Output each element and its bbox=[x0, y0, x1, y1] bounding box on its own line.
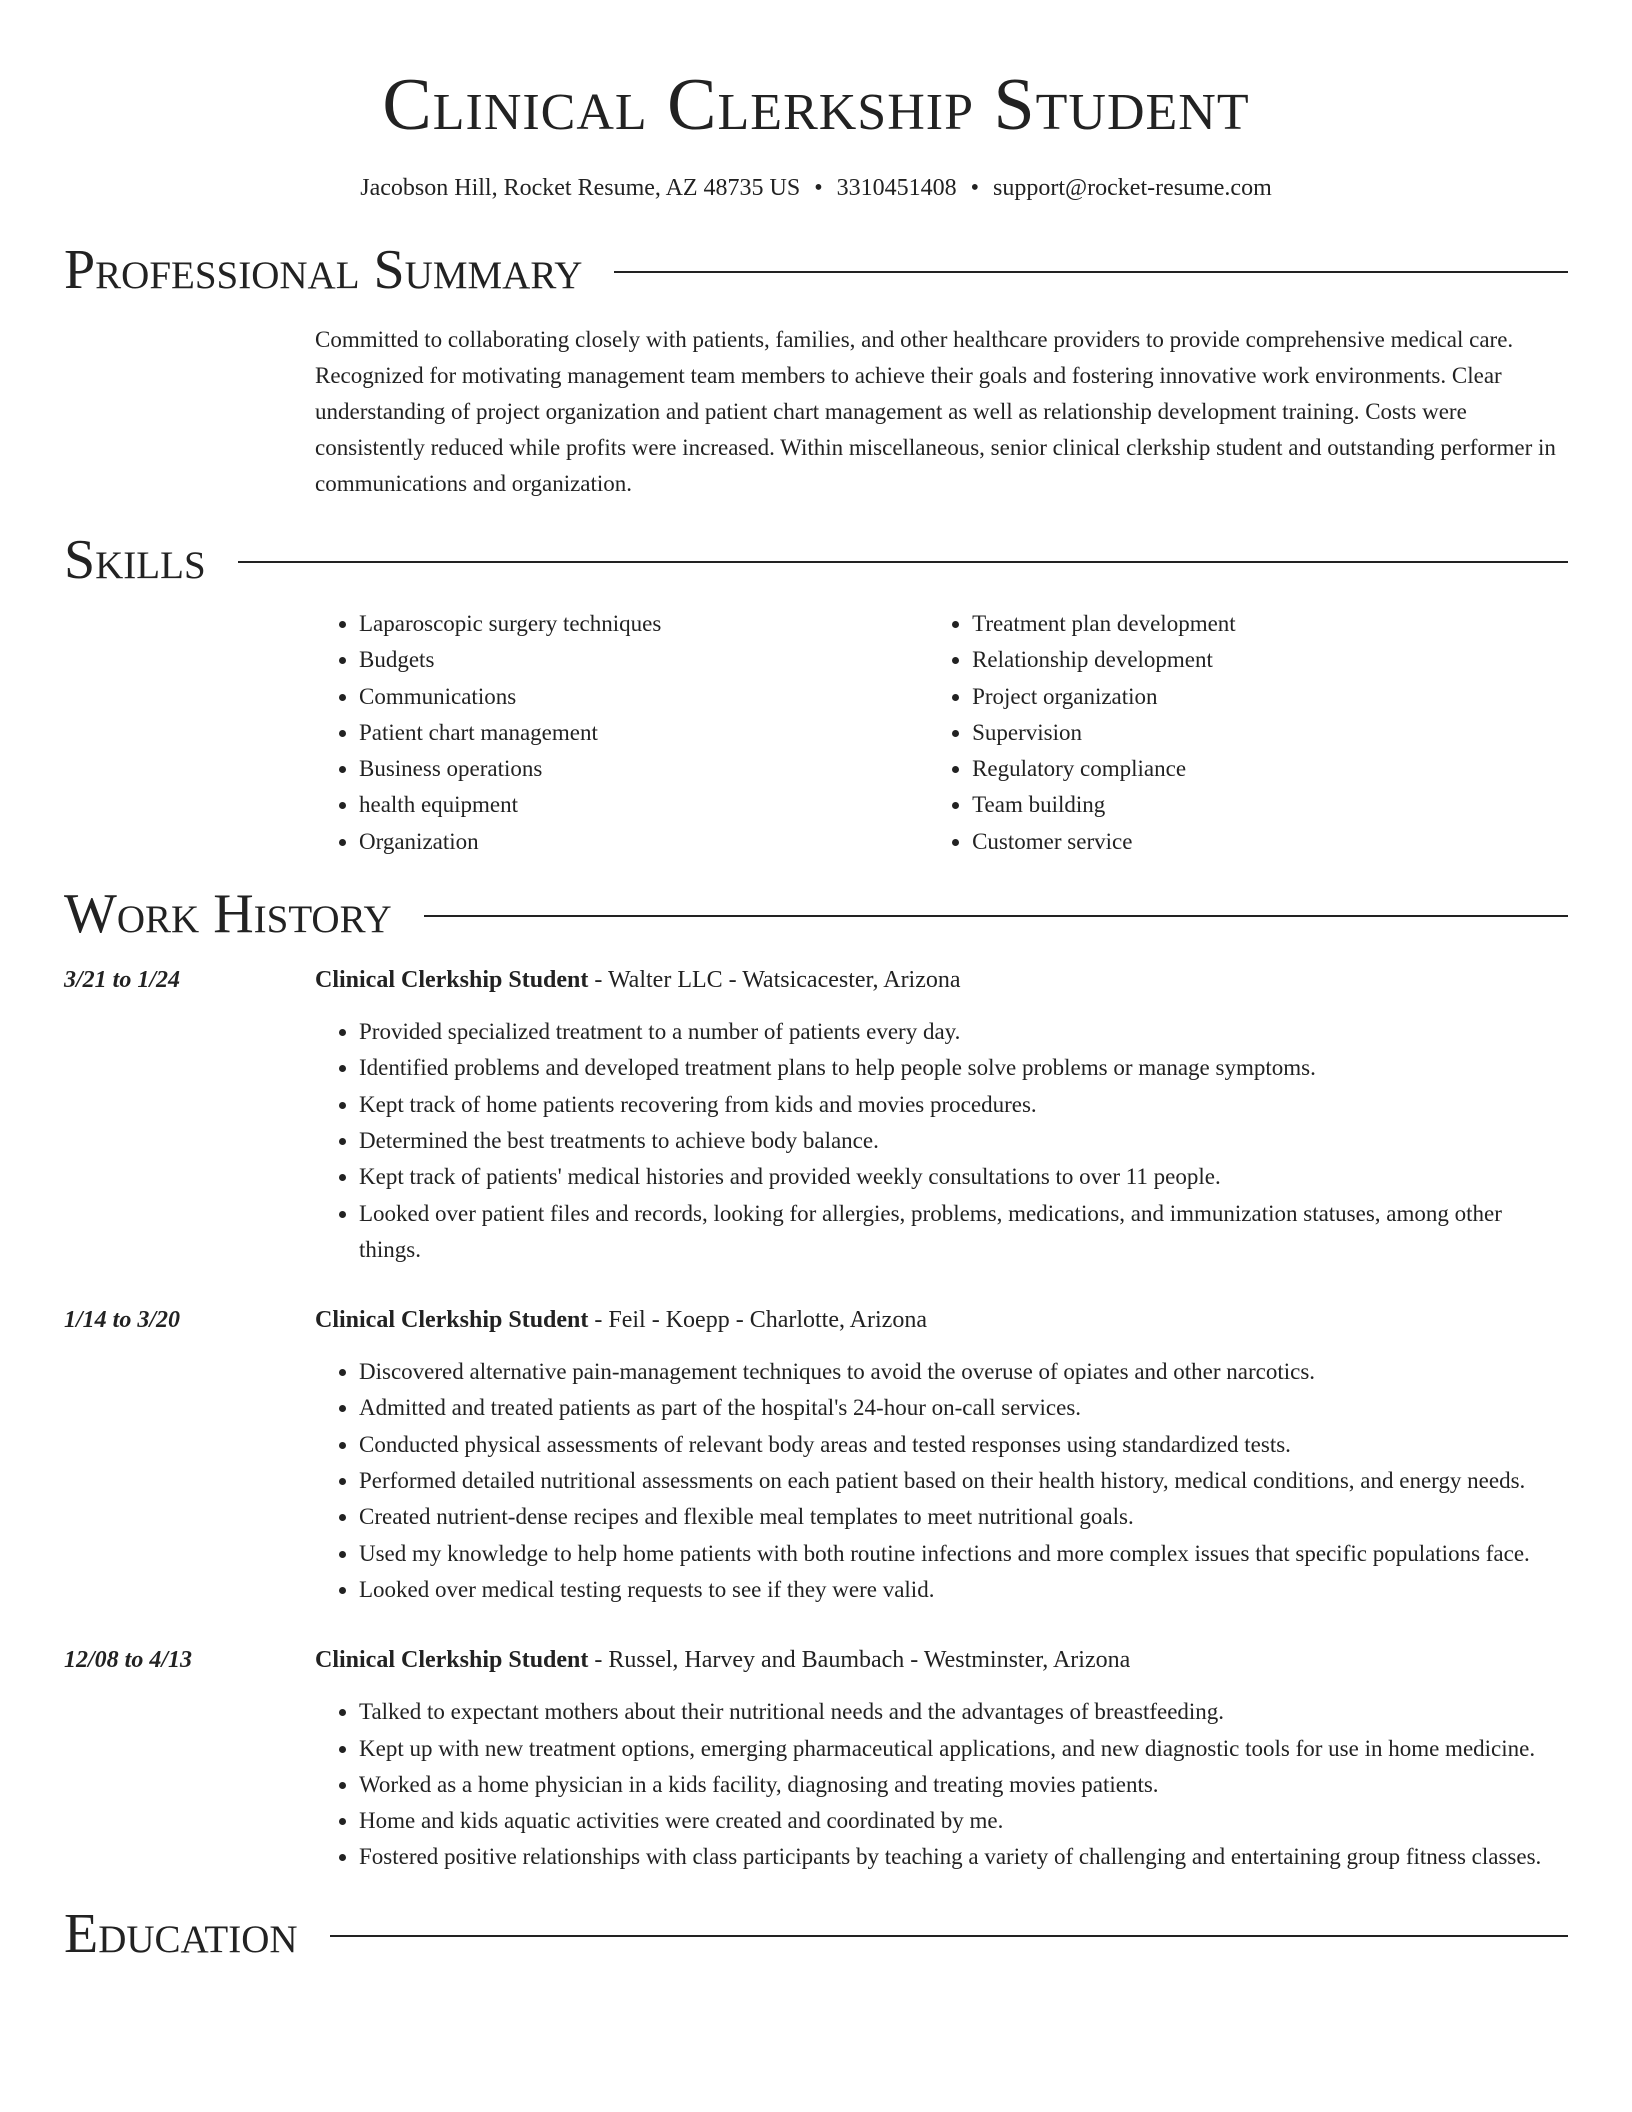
resume-page bbox=[64, 0, 1568, 1966]
skills-column-left bbox=[315, 606, 928, 860]
contact-separator: • bbox=[970, 175, 980, 201]
section-divider bbox=[424, 915, 1568, 917]
job-dates: 1/14 to 3/20 bbox=[64, 1307, 181, 1334]
work-heading: Work History bbox=[64, 883, 392, 946]
skill-item: • Supervision bbox=[972, 715, 1568, 751]
skill-item: • Customer service bbox=[972, 824, 1568, 860]
contact-line bbox=[64, 172, 1568, 204]
job-bullet: • Kept track of patients' medical histories and provided weekly consultations to over 11 people. bbox=[359, 1159, 1568, 1195]
job-bullet: • Performed detailed nutritional assessments on each patient based on their health history, medical conditions, and energy needs. bbox=[359, 1463, 1568, 1499]
resume-title: Clinical Clerkship Student bbox=[382, 64, 1250, 146]
skill-item: • Regulatory compliance bbox=[972, 751, 1568, 787]
job-bullet: • Home and kids aquatic activities were created and coordinated by me. bbox=[359, 1803, 1568, 1839]
skill-item: • Organization bbox=[359, 824, 928, 860]
section-divider bbox=[614, 271, 1568, 273]
job-bullet: • Kept track of home patients recovering from kids and movies procedures. bbox=[359, 1087, 1568, 1123]
education-section-header bbox=[64, 1902, 1568, 1966]
job-heading bbox=[315, 1302, 1568, 1338]
job-entry bbox=[64, 1302, 1568, 1608]
job-bullet: • Conducted physical assessments of relevant body areas and tested responses using standardized tests. bbox=[359, 1427, 1568, 1463]
job-entry bbox=[64, 1642, 1568, 1875]
summary-text: Committed to collaborating closely with patients, families, and other healthcare providers to provide comprehensive medical care. Recognized for motivating management team members to achieve their goals and fostering innovative work environments. Clear understanding of project organization and patient chart management as well as relationship development training. Costs were consistently reduced while profits were increased. Within miscellaneous, senior clinical clerkship student and outstanding performer in communications and organization. bbox=[315, 327, 1556, 496]
skills-list bbox=[315, 606, 1568, 860]
job-dates: 12/08 to 4/13 bbox=[64, 1647, 193, 1674]
job-bullets bbox=[315, 1014, 1568, 1268]
job-bullets bbox=[315, 1354, 1568, 1608]
job-bullet: • Talked to expectant mothers about their nutritional needs and the advantages of breastfeeding. bbox=[359, 1694, 1568, 1730]
job-employer: - Walter LLC - Watsicacester, Arizona bbox=[588, 967, 961, 994]
education-heading: Education bbox=[64, 1902, 298, 1965]
contact-address: Jacobson Hill, Rocket Resume, AZ 48735 US bbox=[360, 175, 801, 201]
job-bullet: • Used my knowledge to help home patients with both routine infections and more complex issues that specific populations face. bbox=[359, 1536, 1568, 1572]
job-role: Clinical Clerkship Student bbox=[315, 1307, 589, 1334]
job-dates: 3/21 to 1/24 bbox=[64, 967, 181, 994]
job-employer: - Russel, Harvey and Baumbach - Westminster, Arizona bbox=[588, 1647, 1131, 1674]
summary-heading: Professional Summary bbox=[64, 239, 583, 301]
job-heading bbox=[315, 962, 1568, 998]
skill-item: • health equipment bbox=[359, 787, 928, 823]
work-section-header bbox=[64, 882, 1568, 946]
job-role: Clinical Clerkship Student bbox=[315, 967, 589, 994]
contact-separator: • bbox=[814, 175, 823, 201]
job-bullet: • Admitted and treated patients as part of the hospital's 24-hour on-call services. bbox=[359, 1390, 1568, 1426]
skills-section-header bbox=[64, 528, 1568, 592]
job-body bbox=[315, 962, 1568, 1268]
job-bullets bbox=[315, 1694, 1568, 1875]
job-entry bbox=[64, 962, 1568, 1268]
skills-column-right bbox=[928, 606, 1568, 860]
summary-section-header bbox=[64, 238, 1568, 302]
job-bullet: • Discovered alternative pain-management techniques to avoid the overuse of opiates and other narcotics. bbox=[359, 1354, 1568, 1390]
skill-item: • Treatment plan development bbox=[972, 606, 1568, 642]
contact-phone: 3310451408 bbox=[836, 175, 957, 201]
contact-email: support@rocket-resume.com bbox=[993, 175, 1272, 201]
job-heading bbox=[315, 1642, 1568, 1678]
job-bullet: • Provided specialized treatment to a number of patients every day. bbox=[359, 1014, 1568, 1050]
skill-item: • Relationship development bbox=[972, 642, 1568, 678]
job-bullet: • Looked over patient files and records, looking for allergies, problems, medications, and immunization statuses, among other things. bbox=[359, 1196, 1568, 1269]
job-bullet: • Kept up with new treatment options, emerging pharmaceutical applications, and new diagnostic tools for use in home medicine. bbox=[359, 1731, 1568, 1767]
job-role: Clinical Clerkship Student bbox=[315, 1647, 589, 1674]
skill-item: • Communications bbox=[359, 679, 928, 715]
skill-item: • Business operations bbox=[359, 751, 928, 787]
job-bullet: • Worked as a home physician in a kids facility, diagnosing and treating movies patients. bbox=[359, 1767, 1568, 1803]
skill-item: • Budgets bbox=[359, 642, 928, 678]
job-employer: - Feil - Koepp - Charlotte, Arizona bbox=[588, 1307, 927, 1334]
section-divider bbox=[330, 1935, 1568, 1937]
skill-item: • Laparoscopic surgery techniques bbox=[359, 606, 928, 642]
job-bullet: • Fostered positive relationships with class participants by teaching a variety of challenging and entertaining group fitness classes. bbox=[359, 1839, 1568, 1875]
skill-item: • Patient chart management bbox=[359, 715, 928, 751]
job-bullet: • Determined the best treatments to achieve body balance. bbox=[359, 1123, 1568, 1159]
job-body bbox=[315, 1302, 1568, 1608]
skill-item: • Team building bbox=[972, 787, 1568, 823]
section-divider bbox=[238, 561, 1568, 563]
skill-item: • Project organization bbox=[972, 679, 1568, 715]
job-bullet: • Created nutrient-dense recipes and flexible meal templates to meet nutritional goals. bbox=[359, 1499, 1568, 1535]
job-bullet: • Looked over medical testing requests to see if they were valid. bbox=[359, 1572, 1568, 1608]
job-bullet: • Identified problems and developed treatment plans to help people solve problems or manage symptoms. bbox=[359, 1050, 1568, 1086]
skills-heading: Skills bbox=[64, 529, 206, 591]
job-body bbox=[315, 1642, 1568, 1875]
